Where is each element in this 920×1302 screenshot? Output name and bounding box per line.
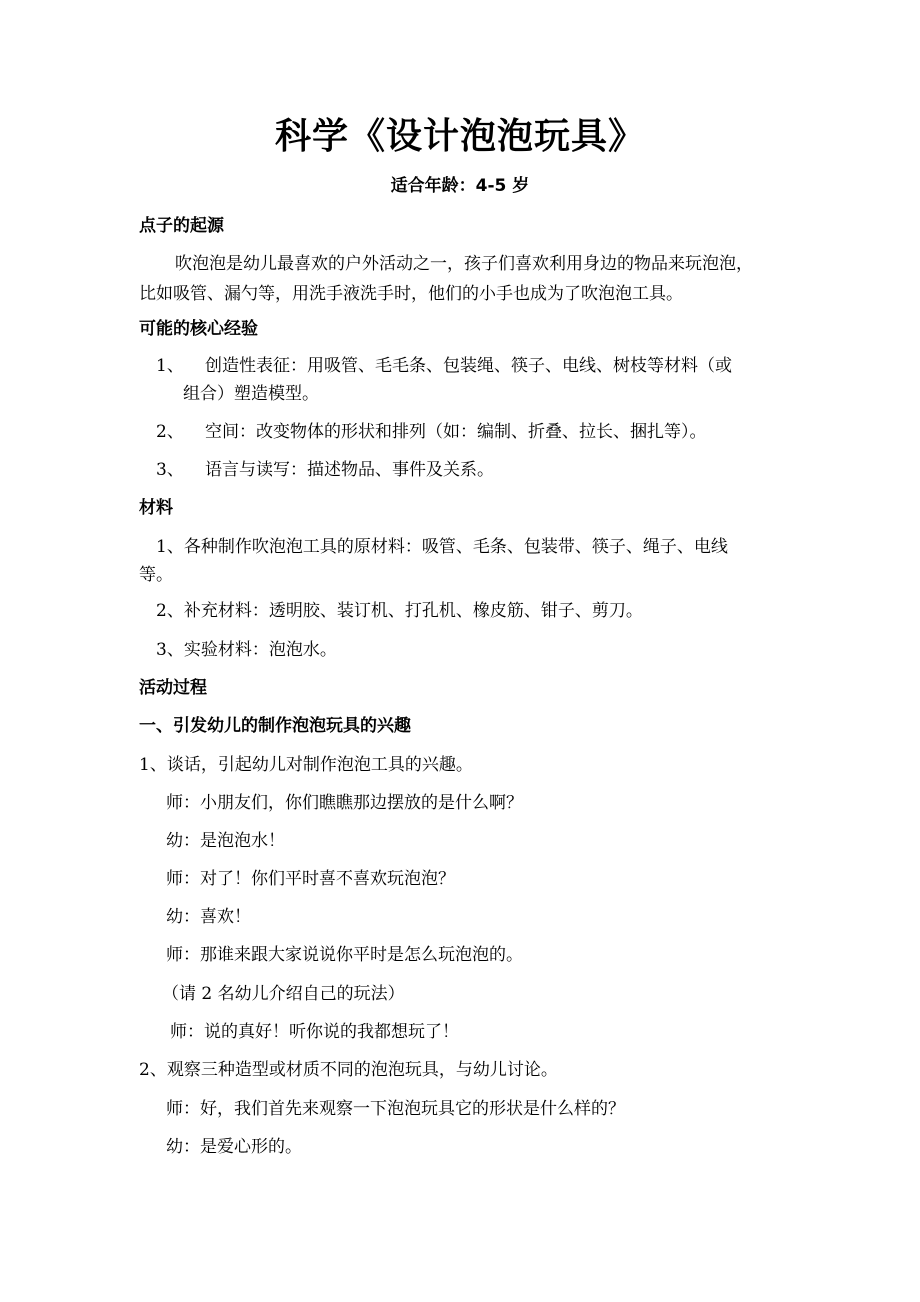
materials-item-3: 3、实验材料：泡泡水。	[156, 640, 337, 660]
dialogue-line: 幼：喜欢！	[166, 907, 251, 927]
dialogue-line: 幼：是泡泡水！	[166, 831, 285, 851]
materials-item-2: 2、补充材料：透明胶、装订机、打孔机、橡皮筋、钳子、剪刀。	[156, 601, 643, 621]
core-item-1-line1: 创造性表征：用吸管、毛毛条、包装绳、筷子、电线、树枝等材料（或	[205, 356, 732, 376]
dialogue-line: 师：说的真好！听你说的我都想玩了！	[170, 1022, 459, 1042]
dialogue-note: （请 2 名幼儿介绍自己的玩法）	[162, 984, 405, 1004]
heading-process: 活动过程	[139, 678, 207, 698]
dialogue-line: 师：好，我们首先来观察一下泡泡玩具它的形状是什么样的？	[166, 1099, 625, 1119]
dialogue-line: 师：那谁来跟大家说说你平时是怎么玩泡泡的。	[166, 945, 523, 965]
origin-paragraph-line2: 比如吸管、漏勺等，用洗手液洗手时，他们的小手也成为了吹泡泡工具。	[139, 284, 683, 304]
core-item-1-line2: 组合）塑造模型。	[183, 384, 319, 404]
age-range: 适合年龄：4-5 岁	[390, 176, 530, 196]
heading-materials: 材料	[139, 498, 173, 518]
core-item-3-line1: 语言与读写：描述物品、事件及关系。	[205, 460, 494, 480]
core-item-2-line1: 空间：改变物体的形状和排列（如：编制、折叠、拉长、捆扎等）。	[205, 422, 707, 442]
heading-part-1: 一、引发幼儿的制作泡泡玩具的兴趣	[139, 716, 411, 736]
dialogue-line: 师：对了！你们平时喜不喜欢玩泡泡？	[166, 869, 455, 889]
core-item-2-number: 2、	[156, 422, 184, 442]
core-item-1-number: 1、	[156, 356, 184, 376]
step-2: 2、观察三种造型或材质不同的泡泡玩具，与幼儿讨论。	[139, 1060, 558, 1080]
heading-origin: 点子的起源	[139, 216, 224, 236]
dialogue-line: 幼：是爱心形的。	[166, 1137, 302, 1157]
core-item-3-number: 3、	[156, 460, 184, 480]
materials-item-1-line1: 1、各种制作吹泡泡工具的原材料：吸管、毛条、包装带、筷子、绳子、电线	[156, 537, 728, 557]
heading-core-experience: 可能的核心经验	[139, 319, 258, 339]
materials-item-1-line2: 等。	[139, 565, 173, 585]
page-title: 科学《设计泡泡玩具》	[274, 116, 645, 157]
origin-paragraph-line1: 吹泡泡是幼儿最喜欢的户外活动之一，孩子们喜欢利用身边的物品来玩泡泡，	[175, 254, 753, 274]
dialogue-line: 师：小朋友们，你们瞧瞧那边摆放的是什么啊？	[166, 793, 523, 813]
step-1: 1、谈话，引起幼儿对制作泡泡工具的兴趣。	[139, 755, 473, 775]
